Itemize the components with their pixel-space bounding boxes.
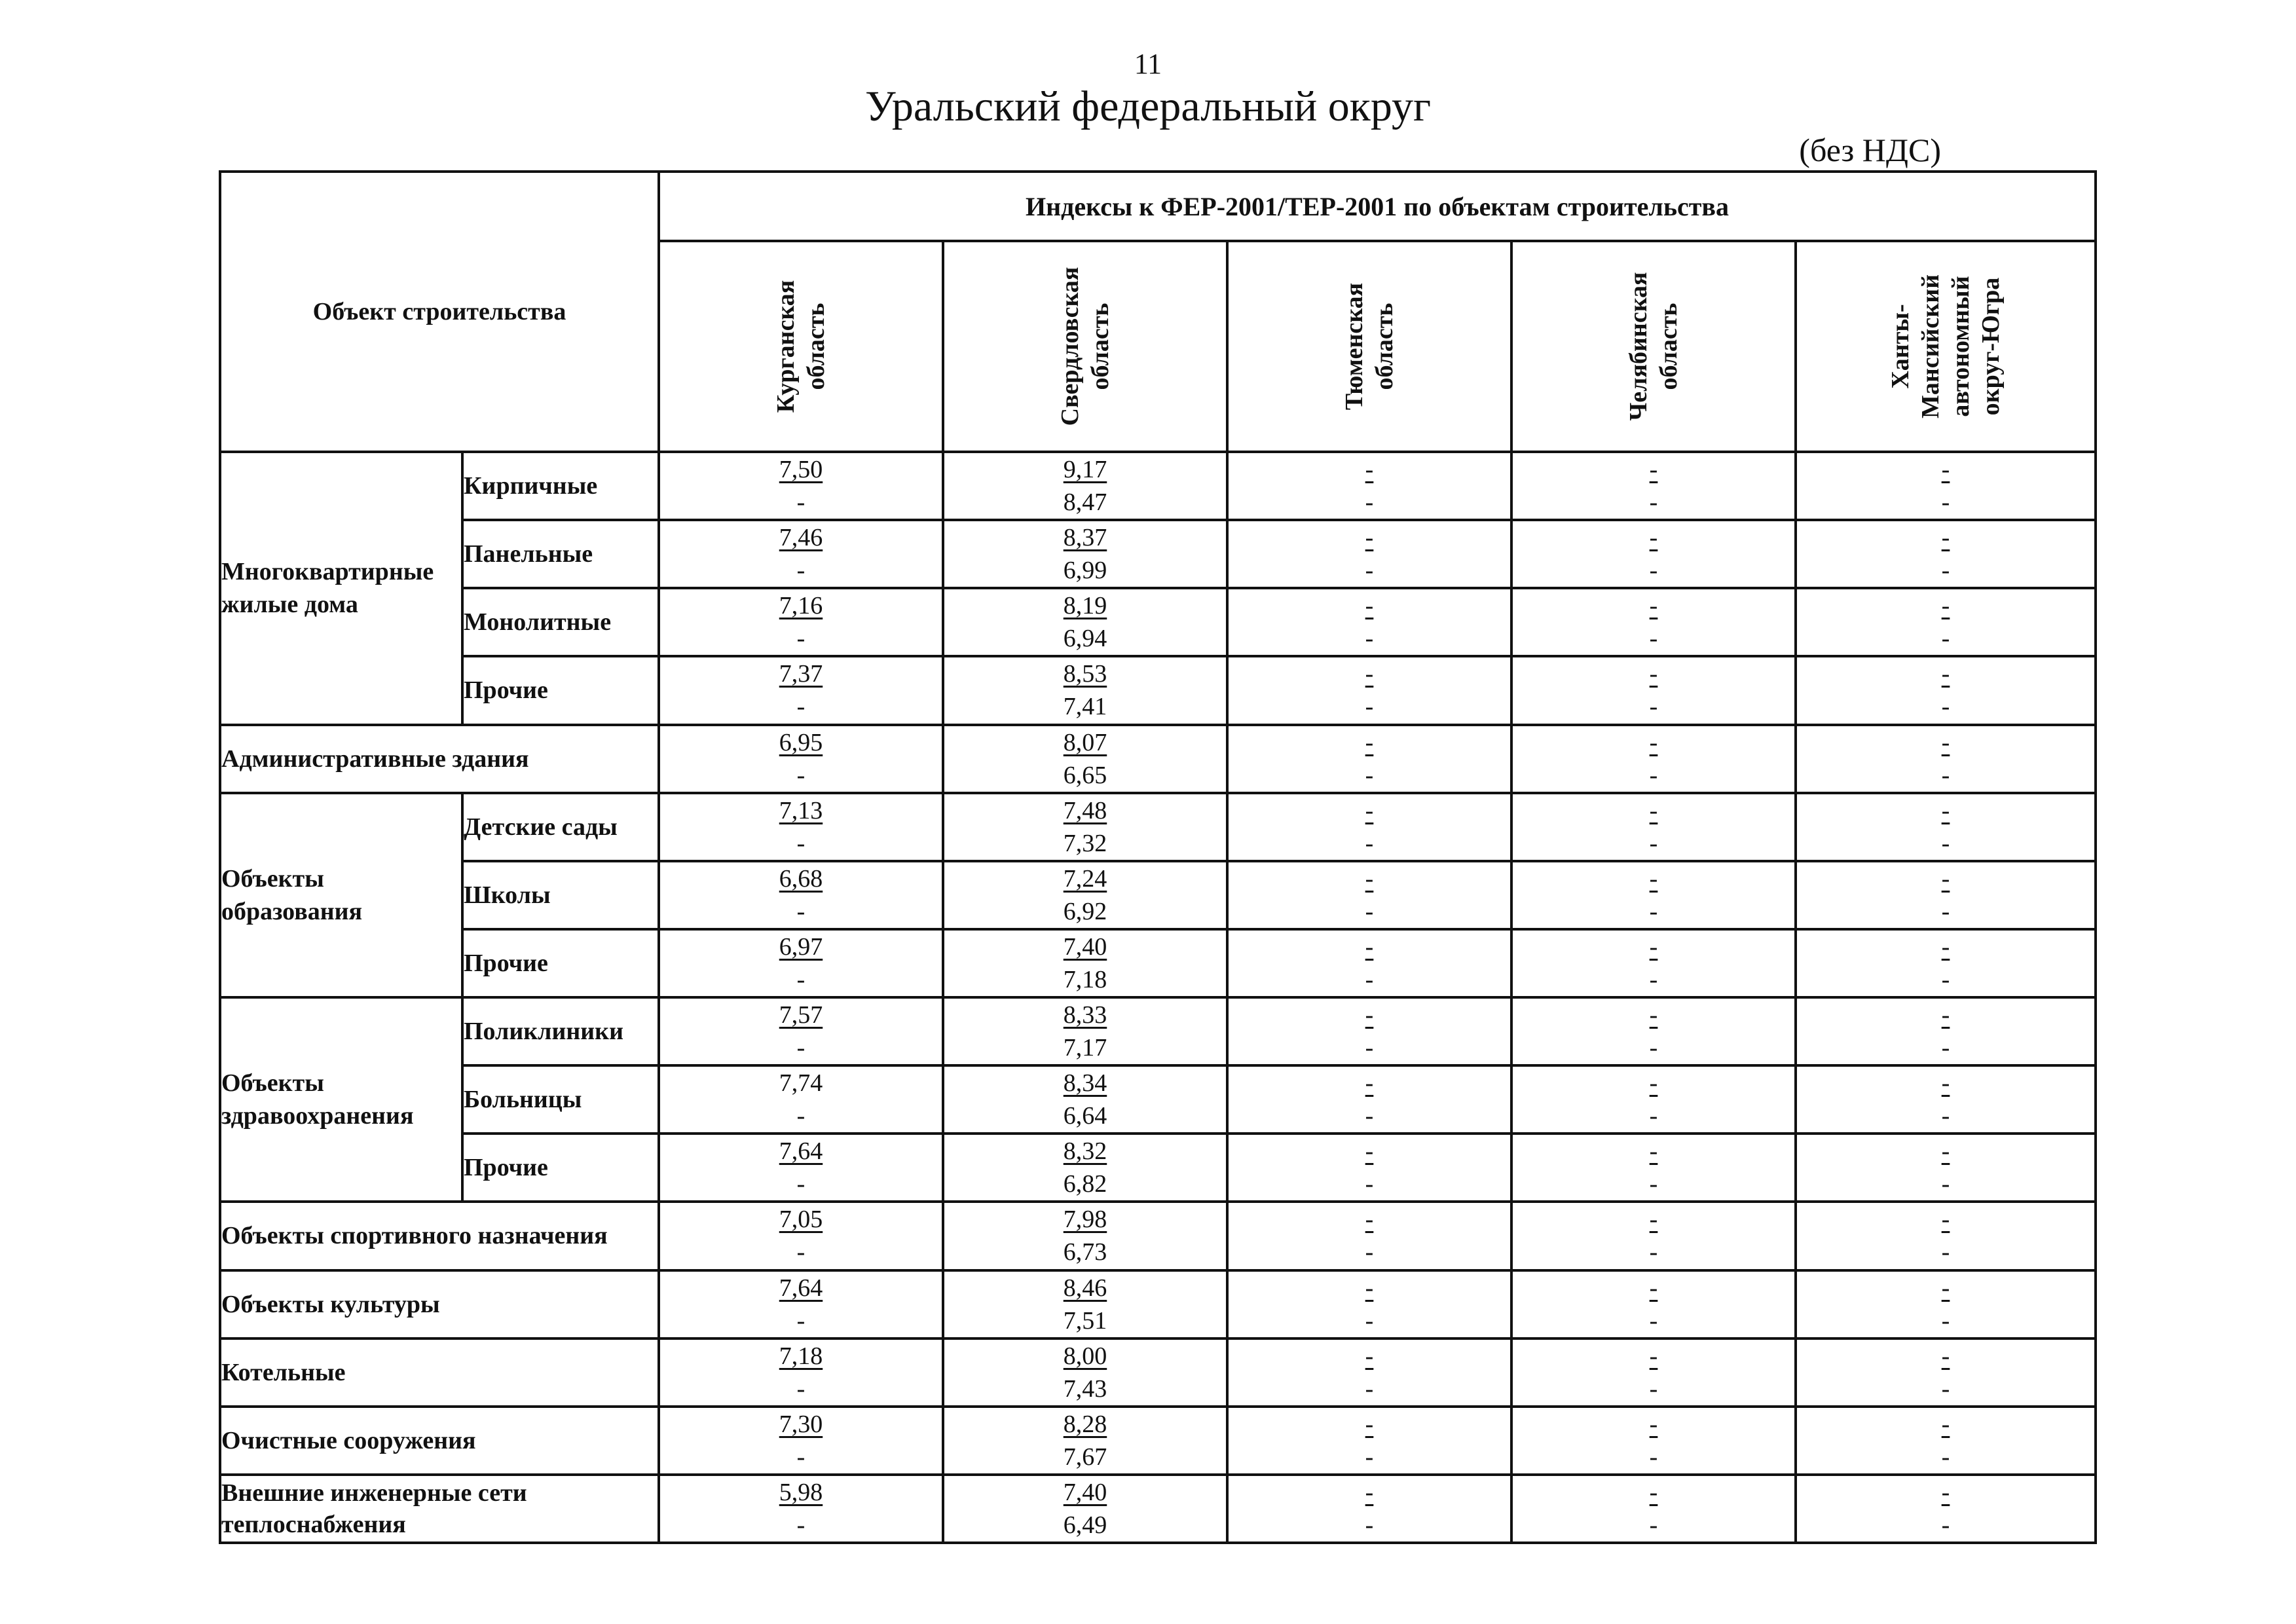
object-label-heat_networks: Внешние инженерные сети теплоснабжения bbox=[220, 1475, 659, 1543]
table-row bbox=[220, 725, 2096, 793]
object-label-culture: Объекты культуры bbox=[220, 1270, 659, 1338]
index-value: 5,98 bbox=[779, 1478, 823, 1506]
value-cell-khmao bbox=[1796, 929, 2096, 997]
index-value: 7,30 bbox=[779, 1410, 823, 1438]
value-cell-khmao bbox=[1796, 1202, 2096, 1270]
index-value: 7,48 bbox=[1063, 796, 1107, 824]
table-row bbox=[220, 997, 2096, 1065]
index-value-alt: - bbox=[796, 1443, 805, 1471]
object-sublabel: Монолитные bbox=[462, 588, 659, 656]
value-cell-tyumen bbox=[1227, 656, 1511, 724]
index-value-alt: - bbox=[1941, 1170, 1950, 1198]
value-cell-khmao bbox=[1796, 725, 2096, 793]
table-row bbox=[220, 452, 2096, 520]
index-value: - bbox=[1941, 1342, 1950, 1370]
table-row bbox=[220, 929, 2096, 997]
value-cell-sverdlovsk bbox=[943, 520, 1227, 588]
index-value-alt: - bbox=[1941, 625, 1950, 653]
index-value-alt: - bbox=[1649, 1102, 1658, 1130]
index-value-alt: - bbox=[1365, 693, 1374, 721]
index-value: - bbox=[1649, 728, 1658, 756]
index-value-alt: - bbox=[1649, 489, 1658, 517]
value-cell-kurgan bbox=[659, 1202, 943, 1270]
value-cell-tyumen bbox=[1227, 997, 1511, 1065]
index-value-alt: - bbox=[1941, 965, 1950, 993]
value-cell-chelyabinsk bbox=[1511, 1407, 1796, 1475]
table-row bbox=[220, 1407, 2096, 1475]
index-value-alt: 6,65 bbox=[1063, 761, 1107, 789]
index-value: - bbox=[1365, 660, 1374, 688]
index-value: - bbox=[1365, 1342, 1374, 1370]
value-cell-tyumen bbox=[1227, 793, 1511, 861]
index-value: 8,07 bbox=[1063, 728, 1107, 756]
group-label-residential: Многоквартирные жилые дома bbox=[220, 452, 462, 725]
value-cell-kurgan bbox=[659, 520, 943, 588]
index-value-alt: - bbox=[1941, 897, 1950, 925]
index-value: 6,95 bbox=[779, 728, 823, 756]
value-cell-tyumen bbox=[1227, 520, 1511, 588]
value-cell-tyumen bbox=[1227, 1270, 1511, 1338]
index-value: - bbox=[1649, 1069, 1658, 1098]
index-value: 8,33 bbox=[1063, 1001, 1107, 1029]
index-value: - bbox=[1365, 1206, 1374, 1234]
index-value: 8,46 bbox=[1063, 1274, 1107, 1302]
value-cell-kurgan bbox=[659, 929, 943, 997]
index-value-alt: - bbox=[1365, 965, 1374, 993]
value-cell-khmao bbox=[1796, 588, 2096, 656]
region-header-kurgan: Курганская область bbox=[659, 241, 943, 452]
index-value-alt: - bbox=[1649, 761, 1658, 789]
index-value-alt: 6,82 bbox=[1063, 1170, 1107, 1198]
value-cell-kurgan bbox=[659, 452, 943, 520]
value-cell-kurgan bbox=[659, 793, 943, 861]
index-value: 7,40 bbox=[1063, 1478, 1107, 1506]
value-cell-tyumen bbox=[1227, 452, 1511, 520]
region-header-chelyabinsk: Челябинская область bbox=[1511, 241, 1796, 452]
index-value: - bbox=[1941, 796, 1950, 824]
value-cell-sverdlovsk bbox=[943, 1270, 1227, 1338]
object-sublabel: Больницы bbox=[462, 1065, 659, 1134]
index-value-alt: - bbox=[796, 1375, 805, 1403]
index-value-alt: - bbox=[1365, 1511, 1374, 1539]
value-cell-kurgan bbox=[659, 1134, 943, 1202]
value-cell-sverdlovsk bbox=[943, 997, 1227, 1065]
value-cell-tyumen bbox=[1227, 929, 1511, 997]
index-value-alt: - bbox=[1649, 557, 1658, 585]
index-value: - bbox=[1941, 1137, 1950, 1166]
value-cell-tyumen bbox=[1227, 1065, 1511, 1134]
value-cell-khmao bbox=[1796, 793, 2096, 861]
value-cell-sverdlovsk bbox=[943, 929, 1227, 997]
object-sublabel: Прочие bbox=[462, 1134, 659, 1202]
index-value-alt: - bbox=[796, 1238, 805, 1266]
group-label-health: Объекты здравоохранения bbox=[220, 997, 462, 1202]
index-value: - bbox=[1365, 728, 1374, 756]
index-value-alt: - bbox=[1649, 1511, 1658, 1539]
index-value: 7,05 bbox=[779, 1206, 823, 1234]
value-cell-tyumen bbox=[1227, 588, 1511, 656]
value-cell-chelyabinsk bbox=[1511, 1270, 1796, 1338]
table-row bbox=[220, 1202, 2096, 1270]
value-cell-tyumen bbox=[1227, 725, 1511, 793]
index-value: - bbox=[1941, 1206, 1950, 1234]
index-value-alt: - bbox=[1649, 1034, 1658, 1062]
index-value-alt: - bbox=[1365, 1443, 1374, 1471]
index-value: - bbox=[1649, 456, 1658, 484]
value-cell-chelyabinsk bbox=[1511, 588, 1796, 656]
index-value: - bbox=[1649, 1274, 1658, 1302]
index-value-alt: 7,43 bbox=[1063, 1375, 1107, 1403]
index-value: 8,00 bbox=[1063, 1342, 1107, 1370]
index-value: 6,97 bbox=[779, 932, 823, 961]
value-cell-khmao bbox=[1796, 997, 2096, 1065]
value-cell-sverdlovsk bbox=[943, 452, 1227, 520]
index-value: - bbox=[1365, 1069, 1374, 1098]
index-value: 8,32 bbox=[1063, 1137, 1107, 1166]
index-value-alt: - bbox=[1941, 489, 1950, 517]
value-cell-sverdlovsk bbox=[943, 588, 1227, 656]
value-cell-tyumen bbox=[1227, 1407, 1511, 1475]
value-cell-kurgan bbox=[659, 1338, 943, 1407]
value-cell-khmao bbox=[1796, 1407, 2096, 1475]
object-header: Объект строительства bbox=[220, 172, 659, 452]
index-value: - bbox=[1365, 456, 1374, 484]
index-value-alt: 6,99 bbox=[1063, 557, 1107, 585]
value-cell-chelyabinsk bbox=[1511, 929, 1796, 997]
value-cell-kurgan bbox=[659, 588, 943, 656]
value-cell-chelyabinsk bbox=[1511, 452, 1796, 520]
index-value-alt: - bbox=[1649, 693, 1658, 721]
index-value: - bbox=[1649, 524, 1658, 552]
index-value: - bbox=[1649, 1206, 1658, 1234]
index-value-alt: 7,17 bbox=[1063, 1034, 1107, 1062]
index-value-alt: - bbox=[1649, 829, 1658, 857]
index-value: - bbox=[1365, 864, 1374, 893]
value-cell-chelyabinsk bbox=[1511, 1202, 1796, 1270]
index-value: 6,68 bbox=[779, 864, 823, 893]
value-cell-chelyabinsk bbox=[1511, 861, 1796, 929]
object-sublabel: Кирпичные bbox=[462, 452, 659, 520]
table-row bbox=[220, 1065, 2096, 1134]
value-cell-tyumen bbox=[1227, 1134, 1511, 1202]
index-value: 9,17 bbox=[1063, 456, 1107, 484]
index-value: - bbox=[1941, 1274, 1950, 1302]
index-value-alt: - bbox=[1941, 761, 1950, 789]
index-value: 7,50 bbox=[779, 456, 823, 484]
object-sublabel: Панельные bbox=[462, 520, 659, 588]
index-value-alt: - bbox=[1941, 557, 1950, 585]
index-value: - bbox=[1941, 1410, 1950, 1438]
index-value-alt: 7,51 bbox=[1063, 1306, 1107, 1335]
value-cell-chelyabinsk bbox=[1511, 1065, 1796, 1134]
value-cell-kurgan bbox=[659, 656, 943, 724]
index-value-alt: - bbox=[1365, 761, 1374, 789]
region-header-khmao: Ханты-Мансийский автономный округ-Югра bbox=[1796, 241, 2096, 452]
value-cell-khmao bbox=[1796, 520, 2096, 588]
index-value: - bbox=[1365, 524, 1374, 552]
index-value: 7,18 bbox=[779, 1342, 823, 1370]
value-cell-tyumen bbox=[1227, 861, 1511, 929]
index-value-alt: - bbox=[1365, 1306, 1374, 1335]
value-cell-kurgan bbox=[659, 861, 943, 929]
index-value: 7,40 bbox=[1063, 932, 1107, 961]
index-value: - bbox=[1649, 1478, 1658, 1506]
index-value-alt: - bbox=[1941, 1375, 1950, 1403]
value-cell-sverdlovsk bbox=[943, 1134, 1227, 1202]
value-cell-chelyabinsk bbox=[1511, 1338, 1796, 1407]
index-value-alt: - bbox=[1649, 1238, 1658, 1266]
index-value: - bbox=[1941, 864, 1950, 893]
index-value-alt: - bbox=[1365, 1375, 1374, 1403]
index-value: - bbox=[1649, 660, 1658, 688]
value-cell-khmao bbox=[1796, 861, 2096, 929]
value-cell-sverdlovsk bbox=[943, 793, 1227, 861]
index-value-alt: - bbox=[1365, 897, 1374, 925]
value-cell-chelyabinsk bbox=[1511, 520, 1796, 588]
index-value: - bbox=[1649, 1137, 1658, 1166]
region-header-sverdlovsk: Свердловская область bbox=[943, 241, 1227, 452]
value-cell-tyumen bbox=[1227, 1338, 1511, 1407]
index-value-alt: - bbox=[796, 557, 805, 585]
index-value: - bbox=[1941, 456, 1950, 484]
index-value-alt: - bbox=[796, 1306, 805, 1335]
index-value-alt: - bbox=[796, 965, 805, 993]
index-value-alt: - bbox=[796, 1170, 805, 1198]
value-cell-kurgan bbox=[659, 1065, 943, 1134]
value-cell-chelyabinsk bbox=[1511, 656, 1796, 724]
index-value-alt: 6,49 bbox=[1063, 1511, 1107, 1539]
value-cell-khmao bbox=[1796, 1270, 2096, 1338]
index-value-alt: - bbox=[796, 625, 805, 653]
index-value: - bbox=[1649, 1342, 1658, 1370]
index-value-alt: - bbox=[1365, 1102, 1374, 1130]
page-number: 11 bbox=[1134, 48, 1162, 80]
value-cell-sverdlovsk bbox=[943, 1407, 1227, 1475]
index-value-alt: - bbox=[796, 761, 805, 789]
index-value: 7,98 bbox=[1063, 1206, 1107, 1234]
index-value: - bbox=[1649, 932, 1658, 961]
index-value: 8,53 bbox=[1063, 660, 1107, 688]
object-sublabel: Прочие bbox=[462, 929, 659, 997]
value-cell-tyumen bbox=[1227, 1202, 1511, 1270]
index-value-alt: 6,94 bbox=[1063, 625, 1107, 653]
index-value-alt: - bbox=[1941, 1511, 1950, 1539]
index-value: - bbox=[1649, 592, 1658, 620]
index-value: 7,57 bbox=[779, 1001, 823, 1029]
value-cell-khmao bbox=[1796, 1338, 2096, 1407]
index-value-alt: - bbox=[1365, 489, 1374, 517]
index-value: 7,64 bbox=[779, 1274, 823, 1302]
index-value-alt: - bbox=[1365, 829, 1374, 857]
value-cell-kurgan bbox=[659, 1270, 943, 1338]
index-value-alt: - bbox=[796, 1034, 805, 1062]
index-value-alt: - bbox=[1365, 1170, 1374, 1198]
index-value: 7,37 bbox=[779, 660, 823, 688]
index-value-alt: - bbox=[1649, 965, 1658, 993]
index-value-alt: - bbox=[796, 829, 805, 857]
index-value-alt: 6,73 bbox=[1063, 1238, 1107, 1266]
table-row bbox=[220, 588, 2096, 656]
value-cell-kurgan bbox=[659, 1475, 943, 1543]
object-label-boilers: Котельные bbox=[220, 1338, 659, 1407]
index-value: - bbox=[1941, 592, 1950, 620]
index-value: - bbox=[1365, 1137, 1374, 1166]
index-value-alt: 7,41 bbox=[1063, 693, 1107, 721]
tax-note: (без НДС) bbox=[1799, 132, 1941, 168]
value-cell-sverdlovsk bbox=[943, 1338, 1227, 1407]
index-value: - bbox=[1365, 796, 1374, 824]
page-title: Уральский федеральный округ bbox=[864, 83, 1432, 130]
table-row bbox=[220, 1134, 2096, 1202]
index-value: - bbox=[1365, 932, 1374, 961]
region-header-tyumen: Тюменская область bbox=[1227, 241, 1511, 452]
value-cell-khmao bbox=[1796, 1475, 2096, 1543]
index-value-alt: - bbox=[1649, 1375, 1658, 1403]
object-sublabel: Детские сады bbox=[462, 793, 659, 861]
index-value-alt: 7,67 bbox=[1063, 1443, 1107, 1471]
value-cell-sverdlovsk bbox=[943, 861, 1227, 929]
value-cell-chelyabinsk bbox=[1511, 793, 1796, 861]
value-cell-chelyabinsk bbox=[1511, 1134, 1796, 1202]
value-cell-kurgan bbox=[659, 725, 943, 793]
index-value: - bbox=[1941, 1478, 1950, 1506]
index-value: - bbox=[1649, 1001, 1658, 1029]
index-value-alt: 8,47 bbox=[1063, 489, 1107, 517]
index-value-alt: - bbox=[796, 489, 805, 517]
index-value: 7,64 bbox=[779, 1137, 823, 1166]
index-value: - bbox=[1365, 1274, 1374, 1302]
index-value-alt: - bbox=[1941, 693, 1950, 721]
index-value: 7,74 bbox=[779, 1069, 823, 1098]
index-value: - bbox=[1365, 1478, 1374, 1506]
index-value-alt: - bbox=[1941, 1102, 1950, 1130]
index-table bbox=[219, 170, 2097, 1544]
table-row bbox=[220, 520, 2096, 588]
index-value: - bbox=[1941, 1001, 1950, 1029]
index-value-alt: - bbox=[796, 1511, 805, 1539]
index-value: - bbox=[1941, 1069, 1950, 1098]
index-value-alt: 6,64 bbox=[1063, 1102, 1107, 1130]
index-value-alt: - bbox=[1649, 1443, 1658, 1471]
index-value: - bbox=[1649, 1410, 1658, 1438]
value-cell-chelyabinsk bbox=[1511, 997, 1796, 1065]
value-cell-sverdlovsk bbox=[943, 656, 1227, 724]
index-value: - bbox=[1941, 660, 1950, 688]
index-value-alt: 6,92 bbox=[1063, 897, 1107, 925]
index-value: 7,16 bbox=[779, 592, 823, 620]
index-value-alt: - bbox=[1941, 1306, 1950, 1335]
value-cell-chelyabinsk bbox=[1511, 1475, 1796, 1543]
value-cell-kurgan bbox=[659, 997, 943, 1065]
indices-header: Индексы к ФЕР-2001/ТЕР-2001 по объектам строительства bbox=[659, 172, 2096, 241]
index-value-alt: - bbox=[1941, 1034, 1950, 1062]
index-value-alt: - bbox=[796, 897, 805, 925]
index-value-alt: - bbox=[1649, 1306, 1658, 1335]
value-cell-kurgan bbox=[659, 1407, 943, 1475]
value-cell-khmao bbox=[1796, 1065, 2096, 1134]
value-cell-tyumen bbox=[1227, 1475, 1511, 1543]
index-value-alt: - bbox=[1365, 1238, 1374, 1266]
table-row bbox=[220, 793, 2096, 861]
index-value-alt: - bbox=[1941, 1238, 1950, 1266]
index-value-alt: - bbox=[1649, 1170, 1658, 1198]
object-sublabel: Школы bbox=[462, 861, 659, 929]
index-value: 8,28 bbox=[1063, 1410, 1107, 1438]
index-value: - bbox=[1649, 796, 1658, 824]
index-value: - bbox=[1365, 1410, 1374, 1438]
index-value-alt: - bbox=[1365, 625, 1374, 653]
index-value-alt: - bbox=[1941, 1443, 1950, 1471]
index-value: 8,37 bbox=[1063, 524, 1107, 552]
value-cell-khmao bbox=[1796, 656, 2096, 724]
index-value-alt: - bbox=[796, 693, 805, 721]
index-value-alt: - bbox=[1649, 897, 1658, 925]
object-label-admin: Административные здания bbox=[220, 725, 659, 793]
index-value: 7,46 bbox=[779, 524, 823, 552]
index-value: - bbox=[1365, 1001, 1374, 1029]
index-value: 7,24 bbox=[1063, 864, 1107, 893]
index-value-alt: - bbox=[1365, 1034, 1374, 1062]
index-value: - bbox=[1941, 728, 1950, 756]
table-row bbox=[220, 1270, 2096, 1338]
index-value: - bbox=[1941, 524, 1950, 552]
object-sublabel: Прочие bbox=[462, 656, 659, 724]
object-label-sport: Объекты спортивного назначения bbox=[220, 1202, 659, 1270]
index-value: - bbox=[1649, 864, 1658, 893]
index-value-alt: - bbox=[1365, 557, 1374, 585]
index-value-alt: - bbox=[1649, 625, 1658, 653]
object-sublabel: Поликлиники bbox=[462, 997, 659, 1065]
value-cell-khmao bbox=[1796, 1134, 2096, 1202]
index-value: 8,34 bbox=[1063, 1069, 1107, 1098]
index-value-alt: 7,32 bbox=[1063, 829, 1107, 857]
index-value-alt: 7,18 bbox=[1063, 965, 1107, 993]
index-value: - bbox=[1941, 932, 1950, 961]
value-cell-sverdlovsk bbox=[943, 1202, 1227, 1270]
table-row bbox=[220, 1475, 2096, 1543]
index-value: - bbox=[1365, 592, 1374, 620]
value-cell-chelyabinsk bbox=[1511, 725, 1796, 793]
value-cell-khmao bbox=[1796, 452, 2096, 520]
object-label-treatment: Очистные сооружения bbox=[220, 1407, 659, 1475]
index-value-alt: - bbox=[1941, 829, 1950, 857]
value-cell-sverdlovsk bbox=[943, 1065, 1227, 1134]
index-value: 8,19 bbox=[1063, 592, 1107, 620]
table-row bbox=[220, 1338, 2096, 1407]
value-cell-sverdlovsk bbox=[943, 1475, 1227, 1543]
group-label-education: Объекты образования bbox=[220, 793, 462, 997]
index-value: 7,13 bbox=[779, 796, 823, 824]
value-cell-sverdlovsk bbox=[943, 725, 1227, 793]
table-row bbox=[220, 861, 2096, 929]
index-value-alt: - bbox=[796, 1102, 805, 1130]
table-row bbox=[220, 656, 2096, 724]
